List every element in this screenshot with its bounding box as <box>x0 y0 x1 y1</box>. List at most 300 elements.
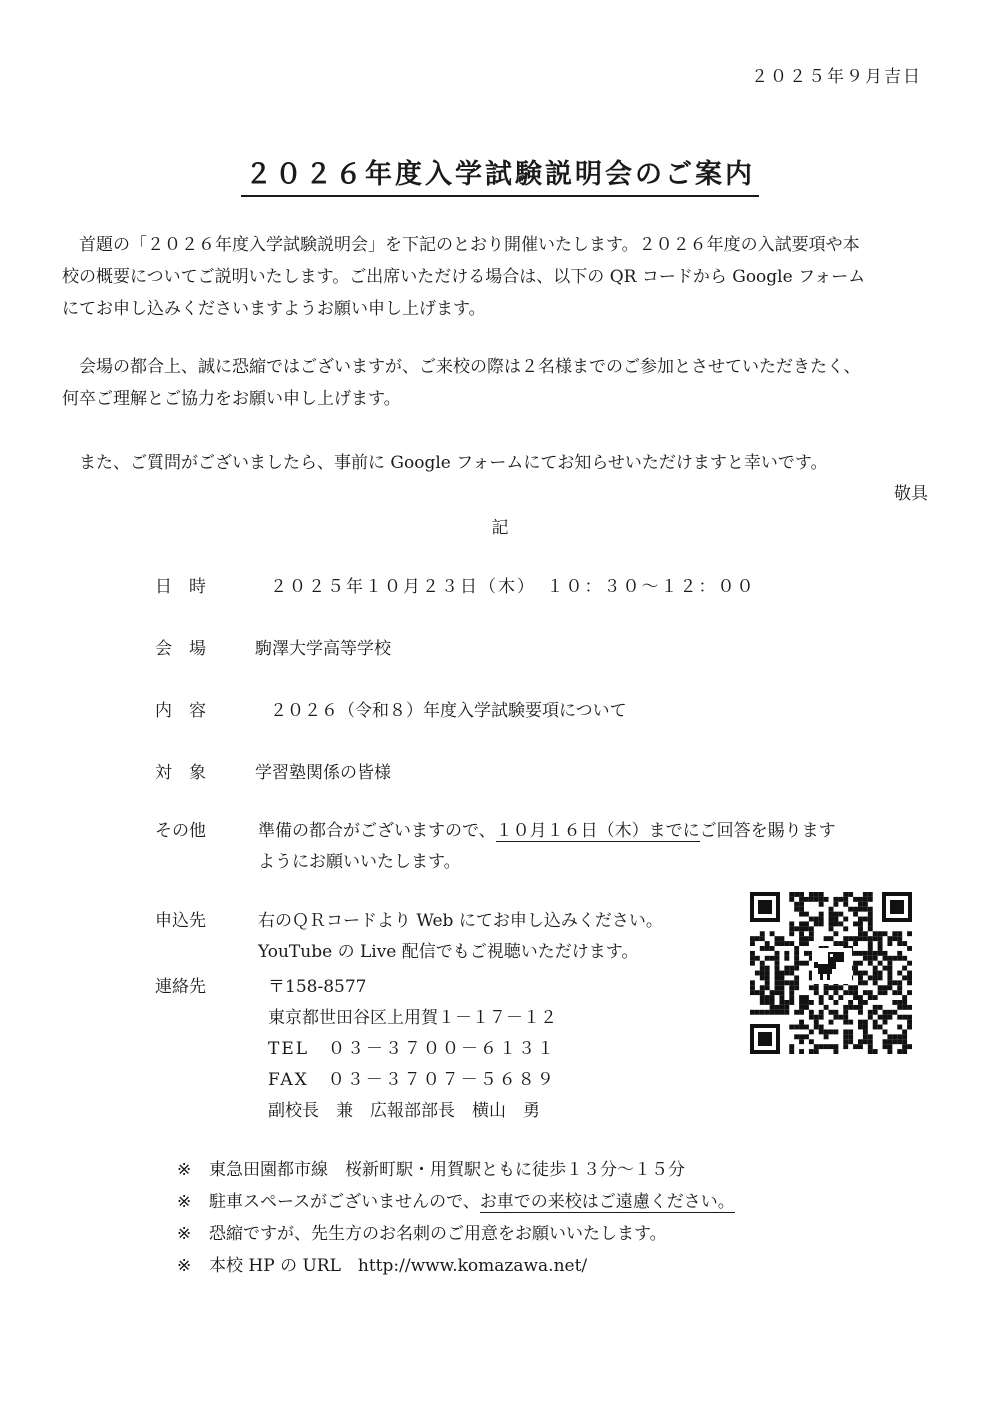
qr-module <box>775 936 780 941</box>
qr-module <box>858 1010 863 1015</box>
qr-module <box>804 995 809 1000</box>
qr-module <box>760 985 765 990</box>
qr-module <box>868 1015 873 1020</box>
intro-line: また、ご質問がございましたら、事前に Google フォームにてお知らせいただけますと幸いです。 <box>79 453 828 473</box>
qr-module <box>858 1005 863 1010</box>
detail-value: 駒澤大学高等学校 <box>255 639 391 659</box>
qr-module <box>853 990 858 995</box>
qr-module <box>848 1029 853 1034</box>
qr-module <box>789 980 794 985</box>
qr-module <box>897 990 902 995</box>
qr-module <box>878 975 883 980</box>
qr-module <box>765 975 770 980</box>
qr-module <box>868 946 873 951</box>
qr-module <box>892 980 897 985</box>
qr-module <box>789 966 794 971</box>
qr-module <box>843 917 848 922</box>
qr-module <box>833 1015 838 1020</box>
qr-module <box>858 902 863 907</box>
qr-module <box>794 1010 799 1015</box>
qr-module <box>873 971 878 976</box>
qr-module <box>907 961 912 966</box>
qr-module <box>794 956 799 961</box>
qr-module <box>838 995 843 1000</box>
qr-module <box>902 1015 907 1020</box>
qr-module <box>819 892 824 897</box>
qr-module <box>775 966 780 971</box>
qr-module <box>887 961 892 966</box>
qr-module <box>799 1020 804 1025</box>
qr-module <box>794 907 799 912</box>
qr-module <box>863 1020 868 1025</box>
qr-module <box>799 1039 804 1044</box>
qr-module <box>755 990 760 995</box>
qr-module <box>794 980 799 985</box>
qr-module <box>760 1000 765 1005</box>
qr-module <box>843 990 848 995</box>
qr-module <box>858 897 863 902</box>
notes-list <box>177 1154 735 1282</box>
detail-label: 日 時 <box>155 577 206 597</box>
qr-module <box>794 975 799 980</box>
intro-paragraph-1 <box>62 229 942 325</box>
qr-module <box>868 995 873 1000</box>
qr-module <box>897 1049 902 1054</box>
qr-module <box>824 985 829 990</box>
qr-module <box>804 912 809 917</box>
qr-module <box>789 1000 794 1005</box>
qr-module <box>789 1025 794 1030</box>
qr-module <box>750 951 755 956</box>
qr-module <box>770 956 775 961</box>
qr-module <box>843 1029 848 1034</box>
qr-module <box>843 892 848 897</box>
qr-module <box>838 985 843 990</box>
qr-module <box>897 1000 902 1005</box>
qr-module <box>794 1025 799 1030</box>
qr-module <box>804 1005 809 1010</box>
qr-module <box>892 1034 897 1039</box>
qr-module <box>814 1020 819 1025</box>
qr-module <box>902 1044 907 1049</box>
qr-module <box>873 956 878 961</box>
qr-module <box>838 921 843 926</box>
qr-module <box>907 1020 912 1025</box>
qr-module <box>863 892 868 897</box>
qr-module <box>887 1010 892 1015</box>
qr-module <box>878 931 883 936</box>
qr-module <box>784 1000 789 1005</box>
qr-module <box>843 1034 848 1039</box>
qr-module <box>804 1025 809 1030</box>
qr-module <box>760 936 765 941</box>
qr-module <box>853 921 858 926</box>
qr-module <box>765 980 770 985</box>
qr-module <box>883 1020 888 1025</box>
qr-module <box>750 956 755 961</box>
qr-module <box>770 946 775 951</box>
qr-module <box>902 966 907 971</box>
qr-module <box>833 921 838 926</box>
detail-value <box>258 816 958 878</box>
qr-module <box>858 1025 863 1030</box>
qr-module <box>784 951 789 956</box>
qr-module <box>897 1015 902 1020</box>
qr-module <box>819 1000 824 1005</box>
qr-module <box>799 892 804 897</box>
qr-module <box>883 931 888 936</box>
qr-module <box>868 936 873 941</box>
qr-module <box>775 980 780 985</box>
qr-module <box>779 971 784 976</box>
qr-module <box>873 951 878 956</box>
document-title-wrap <box>0 152 1000 191</box>
qr-module <box>868 961 873 966</box>
qr-module <box>804 897 809 902</box>
qr-module <box>765 995 770 1000</box>
qr-module <box>809 936 814 941</box>
qr-module <box>887 941 892 946</box>
qr-module <box>779 1000 784 1005</box>
qr-module <box>829 907 834 912</box>
qr-module <box>804 921 809 926</box>
apply-line: 右のＱＲコードより Web にてお申し込みください。 <box>258 911 663 931</box>
qr-module <box>824 897 829 902</box>
qr-module <box>789 941 794 946</box>
qr-module <box>907 971 912 976</box>
qr-module <box>883 1044 888 1049</box>
qr-module <box>902 941 907 946</box>
qr-module <box>794 985 799 990</box>
qr-module <box>770 990 775 995</box>
qr-module <box>868 912 873 917</box>
qr-module <box>878 1005 883 1010</box>
qr-module <box>750 961 755 966</box>
note-mark: ※ <box>177 1192 192 1212</box>
qr-module <box>833 990 838 995</box>
qr-module <box>775 975 780 980</box>
qr-module <box>853 995 858 1000</box>
qr-module <box>843 1044 848 1049</box>
other-text: ご回答を賜ります <box>699 821 836 841</box>
qr-module <box>897 971 902 976</box>
qr-module <box>843 1005 848 1010</box>
qr-module <box>765 971 770 976</box>
qr-module <box>829 985 834 990</box>
intro-line: 会場の都合上、誠に恐縮ではございますが、ご来校の際は２名様までのご参加とさせていただきたく、 <box>79 357 861 377</box>
qr-module <box>858 961 863 966</box>
qr-module <box>848 892 853 897</box>
qr-module <box>868 907 873 912</box>
qr-module <box>779 1010 784 1015</box>
qr-module <box>833 931 838 936</box>
qr-module <box>887 971 892 976</box>
qr-module <box>755 971 760 976</box>
qr-module <box>819 995 824 1000</box>
qr-module <box>897 1025 902 1030</box>
qr-finder-top-left <box>750 892 780 922</box>
qr-module <box>858 917 863 922</box>
qr-module <box>863 1039 868 1044</box>
qr-module <box>897 941 902 946</box>
note-underlined: お車での来校はご遠慮ください。 <box>479 1192 735 1212</box>
qr-module <box>755 936 760 941</box>
qr-module <box>784 966 789 971</box>
apply-line: YouTube の Live 配信でもご視聴いただけます。 <box>258 942 639 962</box>
issue-date: ２０２５年９月吉日 <box>751 67 922 87</box>
intro-paragraph-2 <box>62 351 942 415</box>
other-text: 準備の都合がございますので、 <box>258 821 496 841</box>
qr-module <box>770 1010 775 1015</box>
qr-module <box>907 1044 912 1049</box>
qr-module <box>770 1000 775 1005</box>
qr-module <box>809 1000 814 1005</box>
qr-module <box>829 926 834 931</box>
qr-module <box>853 961 858 966</box>
qr-module <box>765 941 770 946</box>
qr-module <box>750 941 755 946</box>
qr-module <box>804 961 809 966</box>
qr-module <box>887 985 892 990</box>
qr-module <box>833 1029 838 1034</box>
qr-module <box>863 902 868 907</box>
qr-module <box>873 936 878 941</box>
qr-module <box>809 1015 814 1020</box>
note-item <box>177 1154 735 1186</box>
qr-module <box>843 897 848 902</box>
qr-module <box>863 1029 868 1034</box>
qr-module <box>878 951 883 956</box>
qr-module <box>868 926 873 931</box>
qr-module <box>804 1000 809 1005</box>
qr-module <box>829 936 834 941</box>
qr-module <box>897 985 902 990</box>
qr-module <box>887 966 892 971</box>
qr-module <box>868 951 873 956</box>
qr-module <box>868 1049 873 1054</box>
qr-module <box>883 966 888 971</box>
qr-module <box>814 917 819 922</box>
qr-module <box>848 936 853 941</box>
qr-module <box>799 1049 804 1054</box>
qr-module <box>878 961 883 966</box>
qr-module <box>804 1034 809 1039</box>
qr-module <box>858 951 863 956</box>
qr-module <box>779 990 784 995</box>
qr-module <box>765 985 770 990</box>
qr-module <box>789 971 794 976</box>
qr-module <box>892 936 897 941</box>
qr-module <box>868 892 873 897</box>
qr-module <box>883 956 888 961</box>
qr-module <box>858 1039 863 1044</box>
qr-module <box>765 956 770 961</box>
qr-module <box>784 1010 789 1015</box>
qr-module <box>765 1000 770 1005</box>
qr-module <box>794 1034 799 1039</box>
qr-module <box>809 892 814 897</box>
qr-module <box>799 926 804 931</box>
qr-module <box>883 1015 888 1020</box>
qr-module <box>878 990 883 995</box>
qr-module <box>789 985 794 990</box>
qr-module <box>789 931 794 936</box>
qr-module <box>853 966 858 971</box>
qr-module <box>819 921 824 926</box>
qr-module <box>848 985 853 990</box>
qr-module <box>838 897 843 902</box>
other-text: ようにお願いいたします。 <box>258 852 461 872</box>
qr-module <box>799 897 804 902</box>
qr-module <box>853 907 858 912</box>
qr-module <box>833 985 838 990</box>
qr-module <box>824 1005 829 1010</box>
qr-module <box>799 941 804 946</box>
qr-module <box>868 1044 873 1049</box>
qr-module <box>892 931 897 936</box>
qr-module <box>848 1034 853 1039</box>
qr-module <box>863 956 868 961</box>
qr-module <box>789 892 794 897</box>
qr-module <box>789 1049 794 1054</box>
qr-module <box>784 956 789 961</box>
qr-module <box>878 971 883 976</box>
qr-module <box>873 1025 878 1030</box>
qr-module <box>814 897 819 902</box>
qr-module <box>863 1034 868 1039</box>
qr-module <box>868 1034 873 1039</box>
detail-label: 内 容 <box>155 701 206 721</box>
qr-module <box>804 936 809 941</box>
qr-module <box>887 936 892 941</box>
qr-module <box>829 921 834 926</box>
qr-module <box>760 966 765 971</box>
qr-module <box>897 951 902 956</box>
detail-label: 連絡先 <box>155 977 206 997</box>
qr-module <box>829 995 834 1000</box>
qr-module <box>819 1010 824 1015</box>
qr-module <box>750 1010 755 1015</box>
qr-module <box>907 975 912 980</box>
qr-module <box>814 985 819 990</box>
qr-module <box>770 1005 775 1010</box>
qr-module <box>853 971 858 976</box>
qr-module <box>765 1010 770 1015</box>
qr-module <box>799 936 804 941</box>
qr-module <box>848 1005 853 1010</box>
qr-module <box>784 1005 789 1010</box>
qr-module <box>897 931 902 936</box>
qr-module <box>902 1005 907 1010</box>
qr-module <box>858 907 863 912</box>
qr-code[interactable] <box>748 890 914 1056</box>
qr-module <box>779 975 784 980</box>
contact-person: 副校長 兼 広報部部長 横山 勇 <box>268 1101 540 1121</box>
qr-module <box>789 921 794 926</box>
qr-module <box>863 971 868 976</box>
qr-module <box>838 1015 843 1020</box>
qr-module <box>907 1015 912 1020</box>
qr-module <box>858 921 863 926</box>
qr-module <box>799 1034 804 1039</box>
qr-module <box>750 990 755 995</box>
qr-module <box>750 936 755 941</box>
qr-module <box>750 980 755 985</box>
qr-module <box>883 985 888 990</box>
qr-module <box>833 902 838 907</box>
qr-module <box>853 951 858 956</box>
qr-module <box>848 1020 853 1025</box>
qr-module <box>873 980 878 985</box>
qr-module <box>760 931 765 936</box>
qr-module <box>779 995 784 1000</box>
qr-module <box>789 995 794 1000</box>
qr-module <box>814 1049 819 1054</box>
qr-module <box>770 931 775 936</box>
contact-tel: TEL ０３－３７００－６１３１ <box>268 1039 557 1059</box>
qr-module <box>843 1020 848 1025</box>
qr-module <box>887 1044 892 1049</box>
qr-module <box>804 941 809 946</box>
qr-module <box>799 1025 804 1030</box>
qr-module <box>833 912 838 917</box>
qr-module <box>887 1034 892 1039</box>
qr-module <box>775 985 780 990</box>
contact-address: 東京都世田谷区上用賀１－１７－１２ <box>268 1008 557 1028</box>
qr-module <box>833 917 838 922</box>
note-mark: ※ <box>177 1160 192 1180</box>
qr-module <box>760 946 765 951</box>
qr-module <box>868 956 873 961</box>
qr-module <box>760 971 765 976</box>
closing-keigu: 敬具 <box>894 484 928 504</box>
qr-module <box>775 951 780 956</box>
qr-module <box>755 1010 760 1015</box>
qr-module <box>902 956 907 961</box>
qr-module <box>799 912 804 917</box>
qr-module <box>809 897 814 902</box>
qr-module <box>775 990 780 995</box>
qr-module <box>902 995 907 1000</box>
dinosaur-icon <box>812 948 852 984</box>
qr-module <box>883 1039 888 1044</box>
qr-module <box>863 1000 868 1005</box>
intro-line: 校の概要についてご説明いたします。ご出席いただける場合は、以下の QR コードから Google フォーム <box>62 267 866 287</box>
note-text: 駐車スペースがございませんので、 <box>209 1192 480 1212</box>
qr-module <box>794 966 799 971</box>
qr-module <box>799 1010 804 1015</box>
ki-heading: 記 <box>491 518 509 538</box>
qr-module <box>809 1029 814 1034</box>
qr-module <box>809 917 814 922</box>
note-item <box>177 1218 735 1250</box>
qr-module <box>760 990 765 995</box>
qr-module <box>814 892 819 897</box>
qr-module <box>824 1034 829 1039</box>
qr-module <box>843 941 848 946</box>
qr-module <box>883 1029 888 1034</box>
qr-module <box>794 946 799 951</box>
qr-module <box>863 917 868 922</box>
qr-module <box>765 946 770 951</box>
qr-module <box>887 956 892 961</box>
qr-module <box>843 902 848 907</box>
qr-module <box>853 897 858 902</box>
intro-line: 何卒ご理解とご協力をお願い申し上げます。 <box>62 389 401 409</box>
qr-module <box>843 936 848 941</box>
qr-module <box>853 941 858 946</box>
qr-module <box>779 1005 784 1010</box>
